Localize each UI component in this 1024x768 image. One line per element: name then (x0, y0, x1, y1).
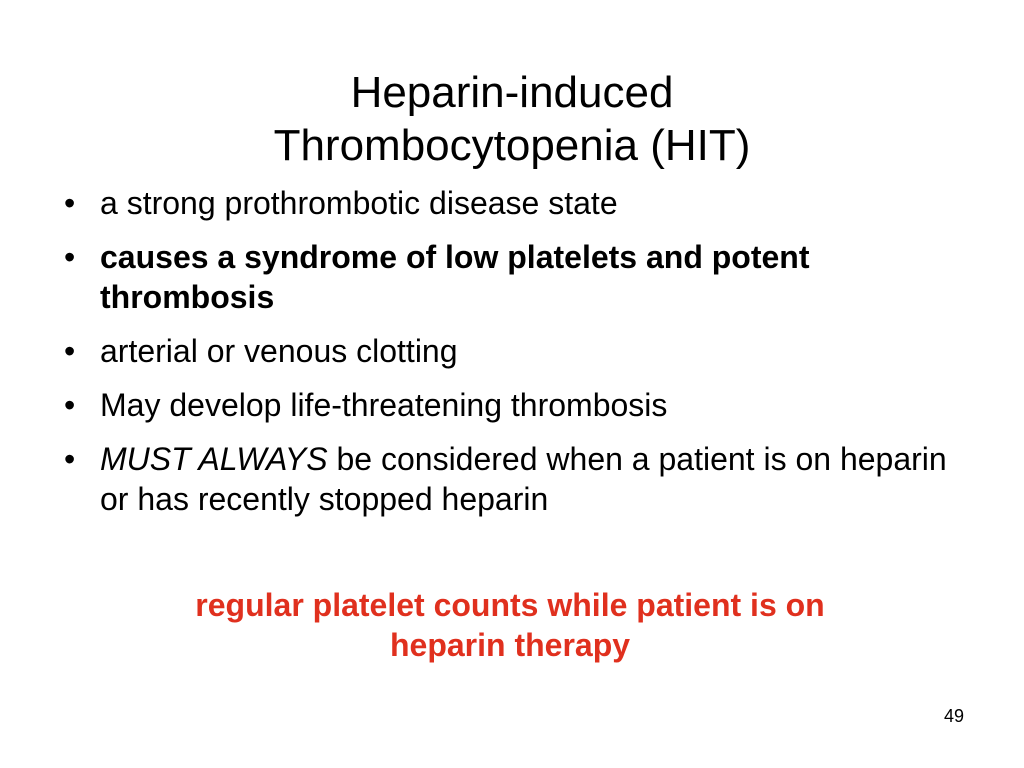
bullet-text: causes a syndrome of low platelets and potent thrombosis (100, 239, 810, 315)
bullet-item (64, 183, 984, 223)
title-line-1: Heparin-induced (350, 68, 674, 118)
bullet-text: be considered when a patient is on heparin or has recently stopped heparin (100, 441, 947, 517)
bullet-dot-icon: • (64, 387, 76, 423)
callout-line-2: heparin therapy (389, 627, 631, 663)
bullet-dot-icon: • (64, 185, 76, 221)
title-line-2: Thrombocytopenia (HIT) (273, 121, 751, 171)
bullet-dot-icon: • (64, 441, 76, 477)
bullet-item (64, 385, 984, 425)
page-number: 49 (943, 706, 964, 726)
callout-text (80, 585, 940, 665)
bullet-text: May develop life-threatening thrombosis (100, 387, 668, 423)
bullet-item (64, 331, 984, 371)
bullet-dot-icon: • (64, 239, 76, 275)
bullet-item (64, 439, 984, 519)
callout-line-1: regular platelet counts while patient is on (195, 587, 825, 623)
bullet-dot-icon: • (64, 333, 76, 369)
slide-title (62, 66, 962, 172)
bullet-text: arterial or venous clotting (100, 333, 458, 369)
bullet-item (64, 237, 984, 317)
bullet-list (64, 183, 984, 533)
bullet-emphasis: MUST ALWAYS (100, 441, 328, 477)
bullet-text: a strong prothrombotic disease state (100, 185, 618, 221)
